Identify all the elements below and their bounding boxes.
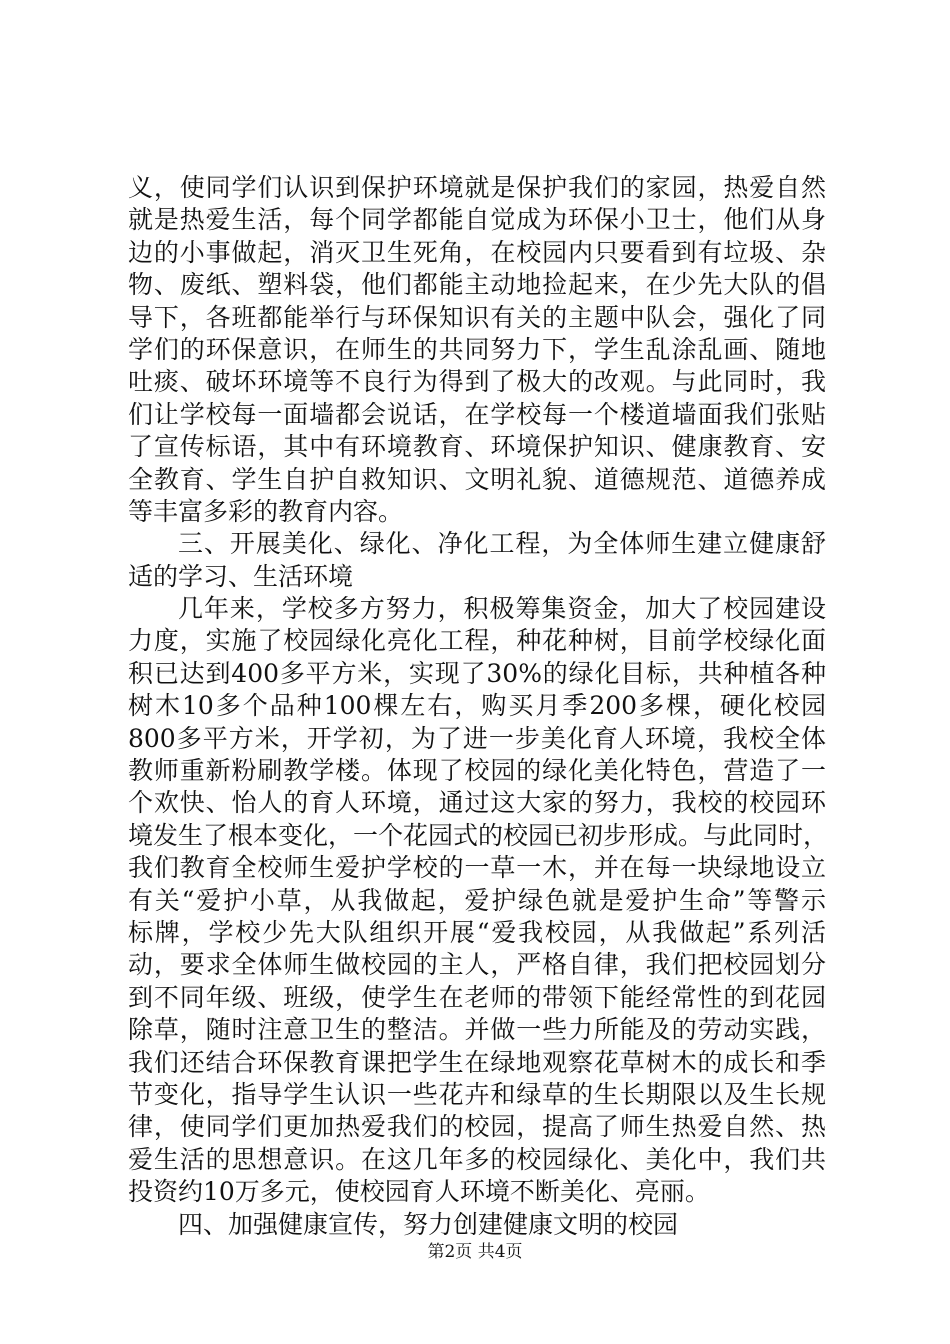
- text-line: 全教育、学生自护自救知识、文明礼貌、道德规范、道德养成: [128, 464, 826, 494]
- heading-line: 四、加强健康宣传，努力创建健康文明的校园: [178, 1209, 679, 1239]
- document-body: [128, 172, 829, 1241]
- text-line: 导下，各班都能举行与环保知识有关的主题中队会，强化了同: [128, 302, 826, 332]
- paragraph-1: [128, 172, 826, 528]
- text-line: 标牌，学校少先大队组织开展“爱我校园，从我做起”系列活: [128, 917, 826, 947]
- text-line: 我们教育全校师生爱护学校的一草一木，并在每一块绿地设立: [128, 853, 826, 883]
- text-line: 了宣传标语，其中有环境教育、环境保护知识、健康教育、安: [128, 432, 826, 462]
- section-heading-3: [128, 528, 826, 593]
- text-line: 投资约10万多元，使校园育人环境不断美化、亮丽。: [128, 1177, 710, 1207]
- text-line: 们让学校每一面墙都会说话，在学校每一个楼道墙面我们张贴: [128, 399, 826, 429]
- text-line: 动，要求全体师生做校园的主人，严格自律，我们把校园划分: [128, 950, 826, 980]
- text-line: 到不同年级、班级，使学生在老师的带领下能经常性的到花园: [128, 982, 826, 1012]
- section-heading-4: [128, 1209, 826, 1241]
- text-line: 我们还结合环保教育课把学生在绿地观察花草树木的成长和季: [128, 1047, 826, 1077]
- text-line: 几年来，学校多方努力，积极筹集资金，加大了校园建设: [178, 594, 826, 624]
- text-line: 力度，实施了校园绿化亮化工程，种花种树，目前学校绿化面: [128, 626, 826, 656]
- page-number-footer: 第2页 共4页: [427, 1242, 523, 1262]
- text-line: 积已达到400多平方米，实现了30%的绿化目标，共种植各种: [128, 658, 826, 688]
- text-line: 律，使同学们更加热爱我们的校园，提高了师生热爱自然、热: [128, 1112, 826, 1142]
- text-line: 有关“爱护小草，从我做起，爱护绿色就是爱护生命”等警示: [128, 885, 826, 915]
- text-line: 除草，随时注意卫生的整洁。并做一些力所能及的劳动实践，: [128, 1015, 826, 1045]
- paragraph-2: [128, 593, 829, 1208]
- text-line: 物、废纸、塑料袋，他们都能主动地捡起来，在少先大队的倡: [128, 270, 826, 300]
- heading-line: 三、开展美化、绿化、净化工程，为全体师生建立健康舒: [178, 529, 826, 559]
- text-line: 吐痰、破坏环境等不良行为得到了极大的改观。与此同时，我: [128, 367, 826, 397]
- text-line: 学们的环保意识，在师生的共同努力下，学生乱涂乱画、随地: [128, 334, 826, 364]
- text-line: 境发生了根本变化，一个花园式的校园已初步形成。与此同时，: [128, 820, 829, 850]
- text-line: 就是热爱生活，每个同学都能自觉成为环保小卫士，他们从身: [128, 205, 826, 235]
- text-line: 个欢快、怡人的育人环境，通过这大家的努力，我校的校园环: [128, 788, 826, 818]
- text-line: 节变化，指导学生认识一些花卉和绿草的生长期限以及生长规: [128, 1079, 826, 1109]
- text-line: 爱生活的思想意识。在这几年多的校园绿化、美化中，我们共: [128, 1144, 826, 1174]
- text-line: 教师重新粉刷教学楼。体现了校园的绿化美化特色，营造了一: [128, 756, 826, 786]
- heading-line: 适的学习、生活环境: [128, 561, 354, 591]
- text-line: 树木10多个品种100棵左右，购买月季200多棵，硬化校园: [128, 691, 826, 721]
- text-line: 义，使同学们认识到保护环境就是保护我们的家园，热爱自然: [128, 173, 826, 202]
- text-line: 等丰富多彩的教育内容。: [128, 496, 404, 526]
- text-line: 边的小事做起，消灭卫生死角，在校园内只要看到有垃圾、杂: [128, 237, 826, 267]
- text-line: 800多平方米，开学初，为了进一步美化育人环境，我校全体: [128, 723, 826, 753]
